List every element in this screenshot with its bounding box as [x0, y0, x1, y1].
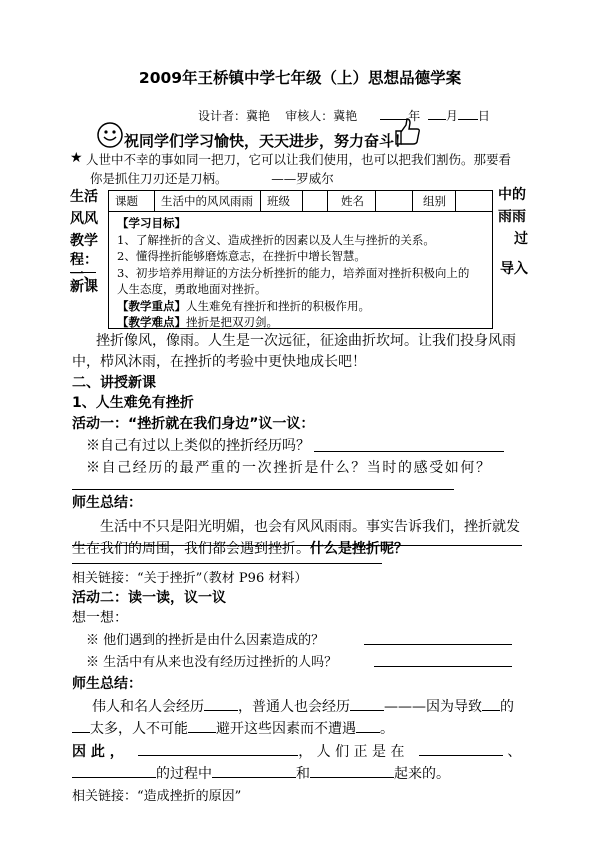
blank-2[interactable]: [350, 698, 384, 711]
side-left-2: 风风: [70, 211, 98, 227]
intro-line-2: 中，栉风沐雨，在挫折的考验中更快地成长吧！: [72, 354, 366, 370]
s2-l1d: 的: [500, 699, 514, 715]
quote-line-1: 人世中不幸的事如同一把刀，它可以让我们使用，也可以把我们割伤。那要看: [86, 152, 512, 167]
blank-11[interactable]: [310, 765, 394, 778]
answer-line-3[interactable]: [72, 545, 522, 546]
summary-2-line-3: [72, 741, 542, 761]
reviewer-label: 审核人：冀艳: [285, 109, 358, 123]
blank-7[interactable]: [138, 743, 298, 756]
related-link-1[interactable]: 相关链接：“关于挫折”（教材 P96 材料）: [72, 571, 308, 586]
key-text: 人生难免有挫折和挫折的积极作用。: [186, 298, 370, 313]
activity-2-label: 活动二：读一读，议一议: [72, 590, 226, 606]
side-left-4: 程：: [70, 252, 98, 268]
objectives-tag: 【学习目标】: [117, 216, 186, 230]
summary-2-line-1: [92, 696, 514, 716]
side-right-3: 过: [514, 231, 528, 247]
side-right-2: 雨雨: [498, 209, 526, 225]
s2-l3a: 因 此 ，: [72, 744, 124, 760]
s2-l1b: ，普通人也会经历: [238, 699, 350, 715]
lesson-info-table: [108, 190, 493, 329]
activity-1-title: [72, 413, 314, 433]
meta-line: [198, 107, 490, 124]
side-left-1: 生活: [70, 189, 98, 205]
quote-line-2-text: 你是抓住刀刃还是刀柄。: [90, 171, 228, 186]
objective-4: 人生态度，勇敢地面对挫折。: [117, 282, 267, 296]
answer-line-6[interactable]: [374, 666, 512, 667]
objective-1: 1、了解挫折的含义、造成挫折的因素以及人生与挫折的关系。: [117, 232, 435, 247]
year-label: 年: [408, 109, 421, 123]
subsection-1-heading: 1、人生难免有挫折: [72, 395, 194, 411]
side-left-6: 新课: [70, 279, 98, 295]
s2-l2c: 。: [380, 721, 394, 737]
what-is-frustration: 什么是挫折呢？: [310, 541, 408, 557]
summary-2-line-4: [72, 763, 450, 783]
activity-2-q1: ※ 他们遇到的挫折是由什么因素造成的？: [86, 633, 325, 648]
activity-2-q2: ※ 生活中有从来也没有经历过挫折的人吗？: [86, 655, 338, 670]
header-topic-label: 课题: [115, 194, 138, 208]
activity-2-title: [72, 587, 226, 607]
blank-10[interactable]: [212, 765, 296, 778]
blank-1[interactable]: [204, 698, 238, 711]
s2-l4c: 起来的。: [394, 766, 450, 782]
key-point: [117, 298, 488, 315]
blank-8[interactable]: [419, 743, 503, 756]
teacher-summary-1-title: 师生总结：: [72, 495, 142, 511]
s2-l1a: 伟人和名人会经历: [92, 699, 204, 715]
activity-1-q2: ※自己经历的最严重的一次挫折是什么？当时的感受如何？: [86, 460, 492, 476]
s2-l3b: ， 人 们 正 是 在: [298, 744, 405, 760]
page-title: 2009年王桥镇中学七年级（上）思想品德学案: [138, 69, 462, 87]
objective-2: 2、懂得挫折能够磨炼意志，在挫折中增长智慧。: [117, 249, 366, 263]
star-icon: ★: [70, 150, 83, 166]
quote-line-2: [72, 169, 532, 188]
header-topic-value: 生活中的风风雨雨: [161, 194, 253, 208]
quote: [72, 150, 532, 188]
objectives-block: [117, 215, 488, 331]
blank-9[interactable]: [72, 765, 156, 778]
month-blank[interactable]: [428, 107, 446, 120]
blank-5[interactable]: [188, 720, 216, 733]
month-label: 月: [445, 109, 458, 123]
section-2-heading: 二、讲授新课: [72, 375, 156, 391]
key-tag: 【教学重点】: [117, 298, 186, 313]
motto: 祝同学们学习愉快，天天进步，努力奋斗！: [124, 132, 410, 150]
designer-label: 设计者：冀艳: [198, 109, 271, 123]
think-label: 想一想：: [72, 610, 128, 626]
side-left-underline: [70, 272, 96, 273]
blank-4[interactable]: [72, 720, 90, 733]
header-name-label: 姓名: [341, 194, 364, 208]
side-left-5: 一、: [70, 267, 98, 283]
intro-line-1: 挫折像风，像雨。人生是一次远征，征途曲折坎坷。让我们投身风雨: [96, 333, 516, 349]
objective-3: 3、初步培养用辩证的方法分析挫折的能力，培养面对挫折积极向上的: [117, 265, 470, 280]
answer-line-5[interactable]: [364, 644, 512, 645]
difficulty-text: 挫折是把双刃剑。: [186, 315, 278, 329]
thumbs-up-icon: [392, 117, 422, 151]
quote-author: ——罗威尔: [271, 171, 334, 186]
difficulty-tag: 【教学难点】: [117, 315, 186, 329]
blank-3[interactable]: [482, 698, 500, 711]
day-blank[interactable]: [458, 107, 478, 120]
answer-line-4[interactable]: [72, 563, 382, 564]
smiley-icon: [96, 121, 124, 153]
teacher-summary-1-line-2: [72, 538, 408, 558]
day-label: 日: [477, 109, 490, 123]
summary-1-line-2-text: 生在我们的周围，我们都会遇到挫折。: [72, 541, 310, 557]
side-right-4: 导入: [500, 261, 528, 277]
s2-l1c: ———因为导致: [384, 699, 482, 715]
s2-l2a: 太多，人不可能: [90, 721, 188, 737]
table-header: [109, 191, 492, 212]
teacher-summary-1-line-1: 生活中不只是阳光明媚，也会有风风雨雨。事实告诉我们，挫折就发: [100, 519, 520, 535]
answer-line-1[interactable]: [314, 451, 504, 452]
side-left-3: 教学: [70, 233, 98, 249]
s2-l4b: 和: [296, 766, 310, 782]
related-link-2[interactable]: 相关链接：“造成挫折的原因”: [72, 789, 242, 804]
summary-2-line-2: [72, 718, 394, 738]
header-group-label: 组别: [423, 194, 446, 208]
difficulty-point: [117, 314, 488, 331]
header-class-label: 班级: [267, 194, 290, 208]
s2-l4a: 的过程中: [156, 766, 212, 782]
teacher-summary-2-title: 师生总结：: [72, 676, 142, 692]
answer-line-2[interactable]: [72, 489, 454, 490]
s2-l2b: 避开这些因素而不遭遇: [216, 721, 356, 737]
s2-l3c: 、: [507, 744, 522, 760]
activity-1-label: 活动一：“挫折就在我们身边”议一议：: [72, 416, 315, 432]
side-right-1: 中的: [498, 187, 526, 203]
blank-6[interactable]: [356, 720, 380, 733]
activity-1-q1: ※自己有过以上类似的挫折经历吗？: [86, 438, 310, 454]
